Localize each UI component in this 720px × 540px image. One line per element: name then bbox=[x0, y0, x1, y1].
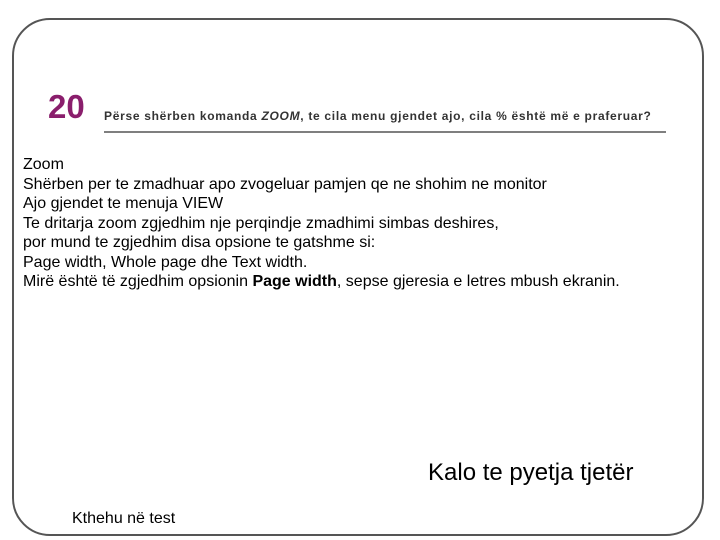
question-text bbox=[104, 109, 652, 123]
answer-line: Ajo gjendet te menuja VIEW bbox=[23, 195, 224, 212]
answer-line: Te dritarja zoom zgjedhim nje perqindje zmadhimi simbas deshires, bbox=[23, 214, 499, 232]
question-command: ZOOM bbox=[261, 109, 301, 123]
question-divider bbox=[104, 131, 666, 133]
recommendation-highlight: Page width bbox=[252, 273, 337, 290]
answer-text bbox=[23, 155, 620, 292]
question-number: 20 bbox=[48, 88, 85, 125]
question-text-after: , te cila menu gjendet ajo, cila % është më e praferuar? bbox=[300, 109, 652, 123]
answer-line-title: Zoom bbox=[23, 156, 64, 173]
answer-line: Page width, Whole page dhe Text width. bbox=[23, 253, 308, 271]
answer-line: por mund te zgjedhim disa opsione te gatshme si: bbox=[23, 234, 376, 251]
back-to-test-link[interactable]: Kthehu në test bbox=[72, 510, 176, 527]
answer-line-recommendation bbox=[23, 272, 620, 292]
recommendation-before: Mirë është të zgjedhim opsionin bbox=[23, 273, 253, 290]
recommendation-after: , sepse gjeresia e letres mbush ekranin. bbox=[336, 273, 620, 290]
next-question-link[interactable]: Kalo te pyetja tjetër bbox=[428, 459, 634, 486]
answer-line: Shërben per te zmadhuar apo zvogeluar pamjen qe ne shohim ne monitor bbox=[23, 175, 547, 193]
question-text-before: Përse shërben komanda bbox=[104, 109, 262, 123]
